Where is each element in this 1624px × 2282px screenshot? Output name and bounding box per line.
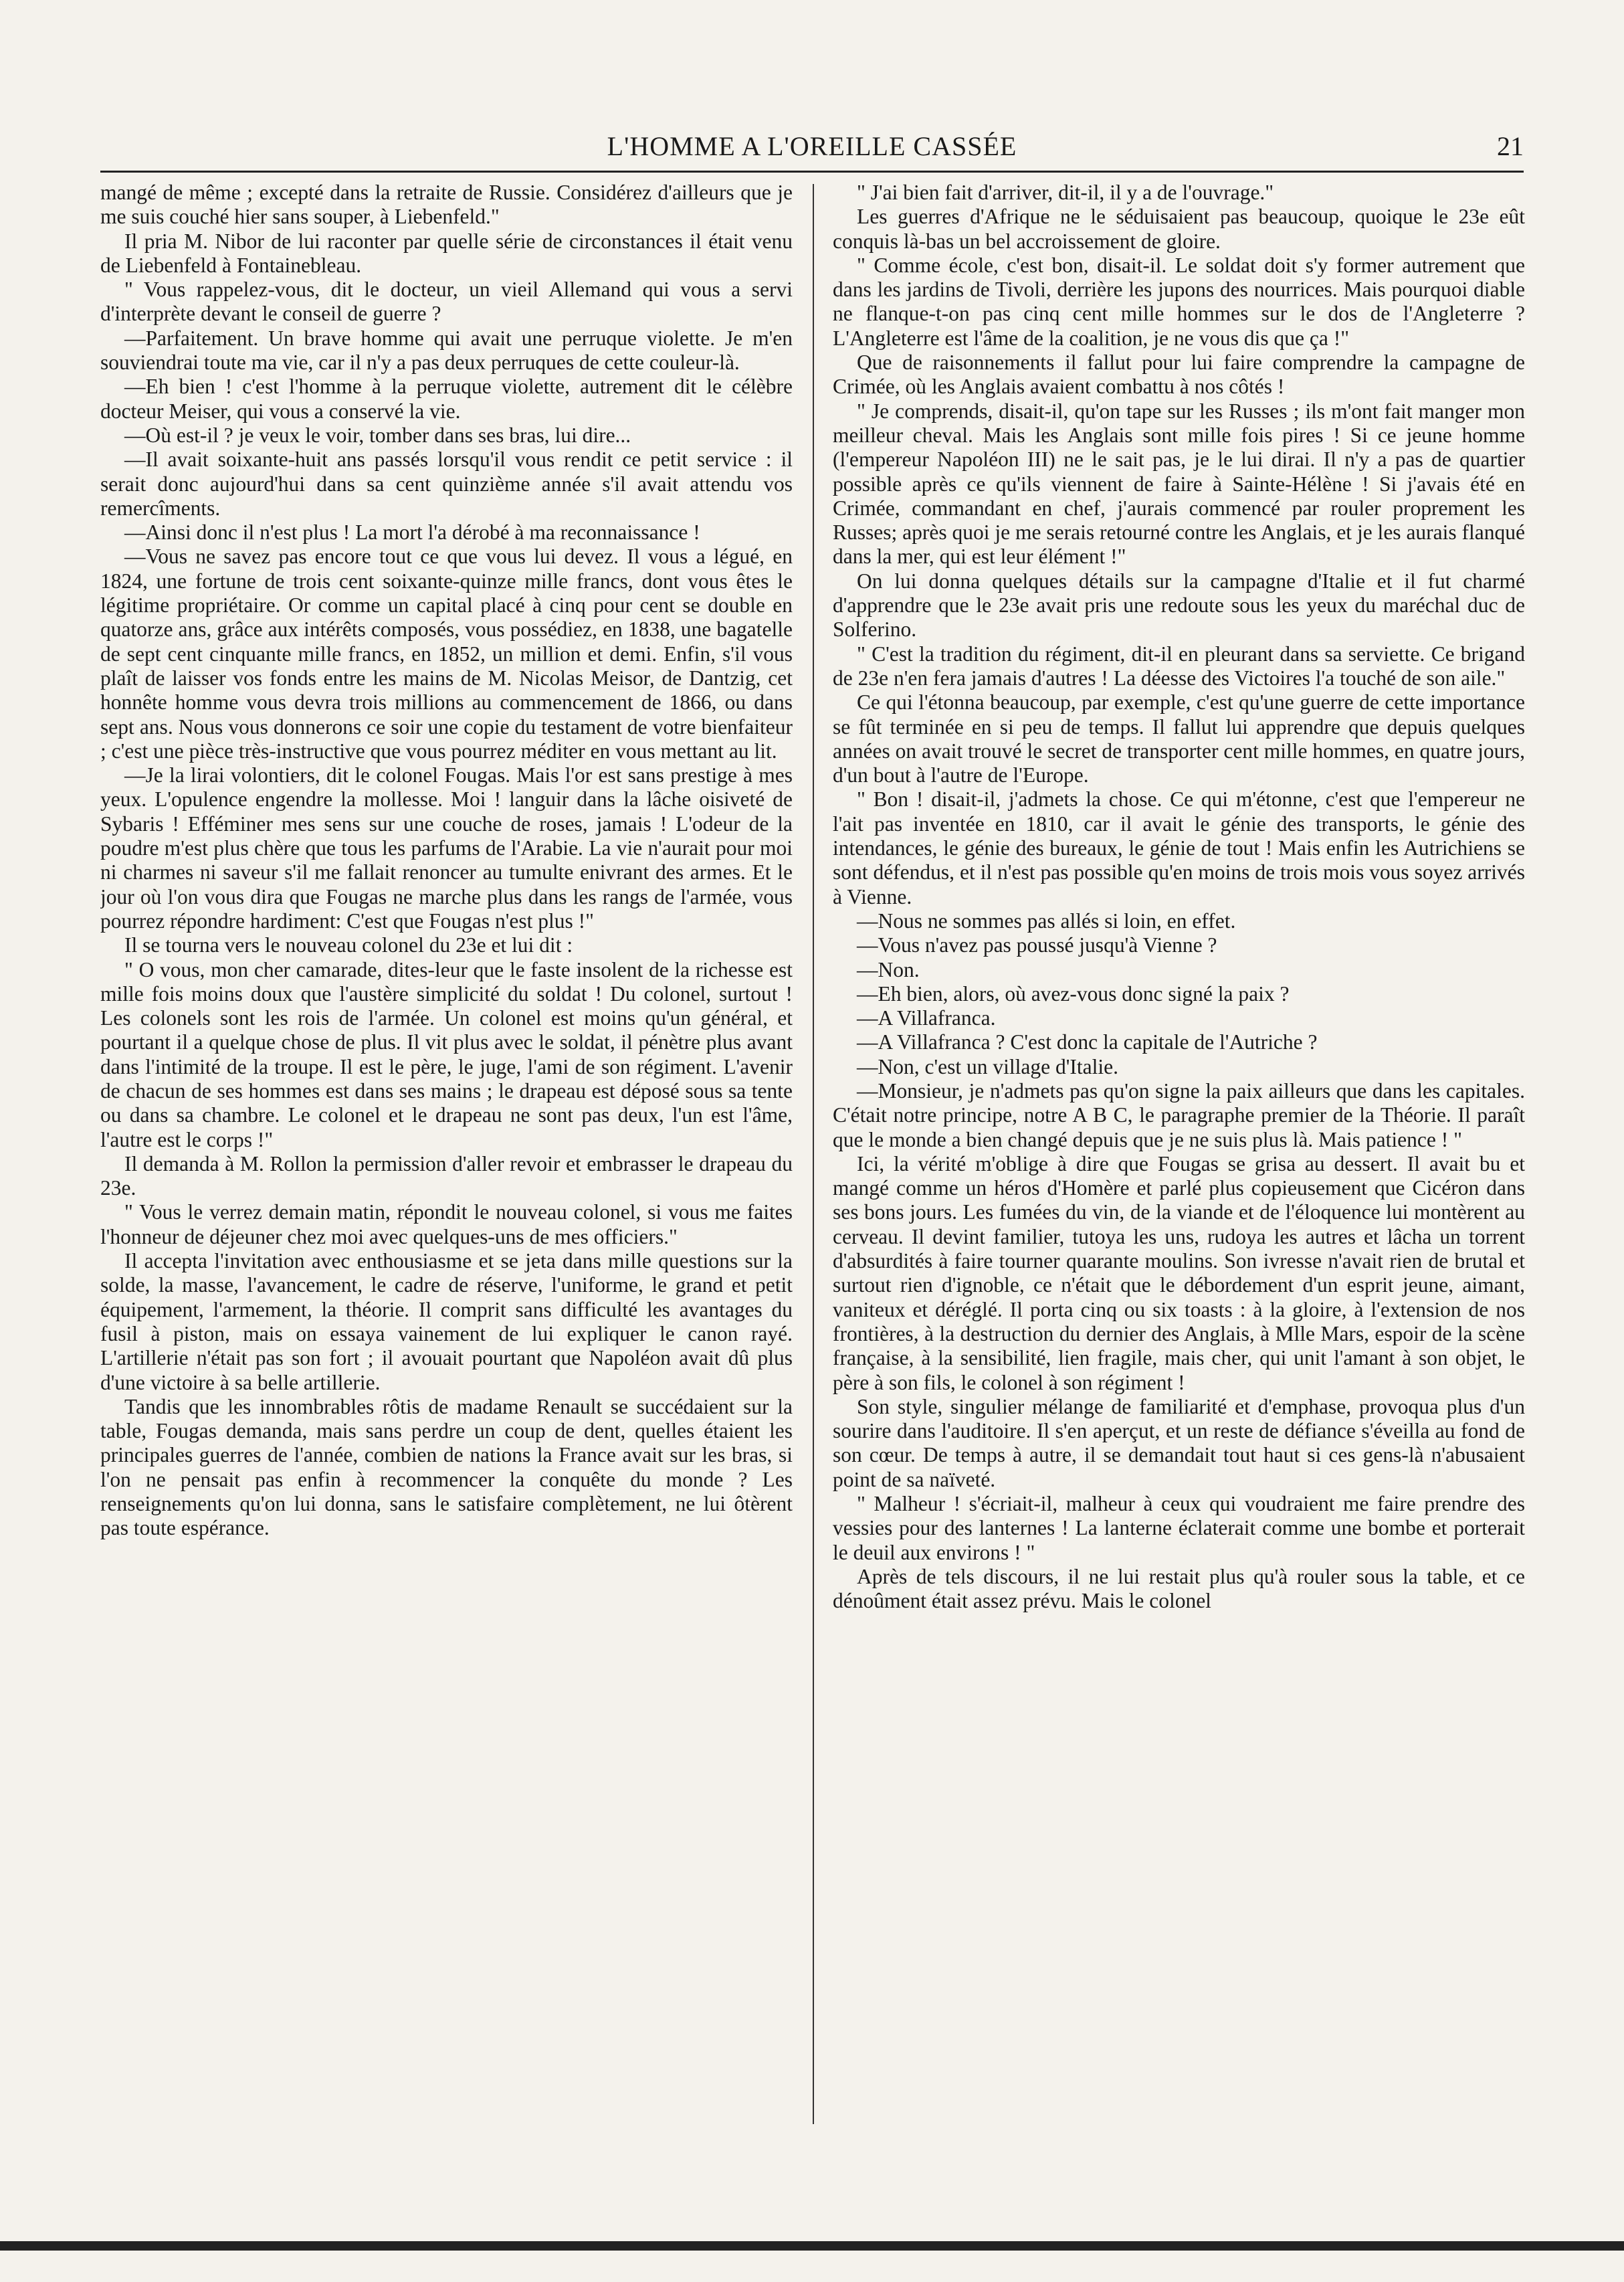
paragraph: Il se tourna vers le nouveau colonel du 23e et lui dit : [124,933,573,957]
paragraph: " Comme école, c'est bon, disait-il. Le soldat doit s'y former autrement que dans les jardins de Tivoli, derrière les jupons des nourrices. Mais pourquoi diable ne flanque-t-on pas cinq cent mille hommes sur le dos de l'Angleterre ? L'Angleterre est l'âme de la coalition, je ne vous dis que ça !" [833,253,1525,350]
paragraph: Les guerres d'Afrique ne le séduisaient pas beaucoup, quoique le 23e eût conquis là-bas un bel accroissement de gloire. [833,205,1525,253]
paragraph: Ce qui l'étonna beaucoup, par exemple, c'est qu'une guerre de cette importance se fût terminée en si peu de temps. Il fallut lui apprendre que depuis quelques années on avait trouvé le secret de transporter cent mille hommes, en quatre jours, d'un bout à l'autre de l'Europe. [833,690,1525,787]
paragraph: Son style, singulier mélange de familiarité et d'emphase, provoqua plus d'un sourire dans l'auditoire. Il s'en aperçut, et un reste de défiance s'éveilla au fond de son cœur. De temps à autre, il se demandait tout haut si ces gens-là n'abusaient point de sa naïveté. [833,1394,1525,1491]
left-column [100,181,793,2141]
paragraph: —Eh bien ! c'est l'homme à la perruque violette, autrement dit le célèbre docteur Meiser, qui vous a conservé la vie. [100,375,793,423]
paragraph: " Je comprends, disait-il, qu'on tape sur les Russes ; ils m'ont fait manger mon meilleur cheval. Mais les Anglais sont mille fois pires ! Si ce jeune homme (l'empereur Napoléon III) ne le sait pas, je le lui dirai. Il n'y a pas de quartier possible après ce qu'ils viennent de faire à Sainte-Hélène ! Si j'avais été en Crimée, commandant en chef, j'aurais commencé par rouler proprement les Russes; après quoi je me serais retourné contre les Anglais, et je les aurais flanqué dans la mer, qui est leur élément !" [833,399,1525,569]
paragraph: —Parfaitement. Un brave homme qui avait une perruque violette. Je m'en souviendrai toute ma vie, car il n'y a pas deux perruques de cette couleur-là. [100,326,793,375]
paragraph: Après de tels discours, il ne lui restait plus qu'à rouler sous la table, et ce dénoûment était assez prévu. Mais le colonel [833,1564,1525,1613]
paragraph: —Monsieur, je n'admets pas qu'on signe la paix ailleurs que dans les capitales. C'était notre principe, notre A B C, le paragraphe premier de la Théorie. Il paraît que le monde a bien changé depuis que je ne suis plus là. Mais patience ! " [833,1078,1525,1151]
paragraph: —Vous ne savez pas encore tout ce que vous lui devez. Il vous a légué, en 1824, une fortune de trois cent soixante-quinze mille francs, dont vous êtes le légitime propriétaire. Or comme un capital placé à cinq pour cent se double en quatorze ans, grâce aux intérêts composés, vous possédiez, en 1838, une bagatelle de sept cent cinquante mille francs, en 1852, un million et demi. Enfin, s'il vous plaît de laisser vos fonds entre les mains de M. Nicolas Meisor, de Dantzig, cet honnête homme vous devra trois millions au commencement de 1866, ou dans sept ans. Nous vous donnerons ce soir une copie du testament de votre bienfaiteur ; c'est une pièce très-instructive que vous pourrez méditer en vous mettant au lit. [100,545,793,763]
paragraph: " Vous le verrez demain matin, répondit le nouveau colonel, si vous me faites l'honneur de déjeuner chez moi avec quelques-uns de mes officiers." [100,1200,793,1248]
paragraph: Il accepta l'invitation avec enthousiasme et se jeta dans mille questions sur la solde, la masse, l'avancement, le cadre de réserve, l'uniforme, le grand et petit équipement, l'armement, la théorie. Il comprit sans difficulté les avantages du fusil à piston, mais on essaya vainement de lui expliquer le canon rayé. L'artillerie n'était pas son fort ; il avouait pourtant que Napoléon avait dû plus d'une victoire à sa belle artillerie. [100,1249,793,1394]
running-title: L'HOMME A L'OREILLE CASSÉE [607,131,1017,161]
paragraph: " O vous, mon cher camarade, dites-leur que le faste insolent de la richesse est mille fois moins doux que l'austère simplicité du soldat ! Du colonel, surtout ! Les colonels sont les rois de l'armée. Un colonel est moins qu'un général, et pourtant il a quelque chose de plus. Il vit plus avec le soldat, il pénètre plus avant dans l'intimité de la troupe. Il est le père, le juge, l'ami de son régiment. L'avenir de chacun de ses hommes est dans ses mains ; le drapeau est déposé sous sa tente ou dans sa chambre. Le colonel et le drapeau ne sont pas deux, l'un est l'âme, l'autre est le corps !" [100,957,793,1151]
paragraph: Ici, la vérité m'oblige à dire que Fougas se grisa au dessert. Il avait bu et mangé comme un héros d'Homère et parlé plus copieusement que Cicéron dans ses bons jours. Les fumées du vin, de la viande et de l'éloquence lui montèrent au cerveau. Il devint familier, tutoya les uns, rudoya les autres et lâcha un torrent d'absurdités à faire tourner quarante moulins. Son ivresse n'avait rien de brutal et surtout rien d'ignoble, ce n'était que le débordement d'un esprit jeune, aimant, vaniteux et déréglé. Il porta cinq ou six toasts : à la gloire, à l'extension de nos frontières, à la destruction du dernier des Anglais, à Mlle Mars, espoir de la scène française, à la sensibilité, lien fragile, mais cher, qui unit l'amant à son objet, le père à son fils, le colonel à son régiment ! [833,1151,1525,1394]
paragraph: " C'est la tradition du régiment, dit-il en pleurant dans sa serviette. Ce brigand de 23e n'en fera jamais d'autres ! La déesse des Victoires l'a touché de son aile." [833,642,1525,690]
paragraph: " Bon ! disait-il, j'admets la chose. Ce qui m'étonne, c'est que l'empereur ne l'ait pas inventée en 1810, car il avait le génie des transports, le génie des intendances, le génie des bureaux, le génie de tout ! Mais enfin les Autrichiens se sont défendus, et il n'est pas possible qu'en moins de trois mois vous soyez arrivés à Vienne. [833,787,1525,909]
paragraph: —A Villafranca. [857,1006,996,1030]
paragraph: Que de raisonnements il fallut pour lui faire comprendre la campagne de Crimée, où les Anglais avaient combattu à nos côtés ! [833,351,1525,399]
paragraph: —Où est-il ? je veux le voir, tomber dans ses bras, lui dire... [124,423,631,447]
paragraph: —Il avait soixante-huit ans passés lorsqu'il vous rendit ce petit service : il serait donc aujourd'hui dans sa cent quinzième année s'il avait attendu vos remercîments. [100,448,793,520]
paragraph: —Ainsi donc il n'est plus ! La mort l'a dérobé à ma reconnaissance ! [124,520,700,545]
bottom-rule [0,2241,1624,2251]
paragraph: —A Villafranca ? C'est donc la capitale de l'Autriche ? [857,1030,1318,1054]
page-number: 21 [1497,131,1524,161]
paragraph: —Vous n'avez pas poussé jusqu'à Vienne ? [857,933,1217,957]
paragraph: Il demanda à M. Rollon la permission d'aller revoir et embrasser le drapeau du 23e. [100,1151,793,1200]
paragraph: " Malheur ! s'écriait-il, malheur à ceux qui voudraient me faire prendre des vessies pour des lanternes ! La lanterne éclaterait comme une bombe et porterait le deuil aux environs ! " [833,1492,1525,1564]
paragraph: —Nous ne sommes pas allés si loin, en effet. [857,909,1236,933]
paragraph: Tandis que les innombrables rôtis de madame Renault se succédaient sur la table, Fougas demanda, mais sans perdre un coup de dent, quelles étaient les principales guerres de l'année, combien de nations la France avait sur les bras, si l'on ne pensait pas enfin à recommencer la conquête du monde ? Les renseignements qu'on lui donna, sans le satisfaire complètement, ne lui ôtèrent pas toute espérance. [100,1394,793,1540]
right-column [833,181,1525,2141]
running-header [100,130,1524,173]
paragraph: mangé de même ; excepté dans la retraite de Russie. Considérez d'ailleurs que je me suis couché hier sans souper, à Liebenfeld." [100,181,793,229]
paragraph: " Vous rappelez-vous, dit le docteur, un vieil Allemand qui vous a servi d'interprète devant le conseil de guerre ? [100,278,793,326]
column-divider [813,184,814,2124]
paragraph: " J'ai bien fait d'arriver, dit-il, il y a de l'ouvrage." [857,181,1274,204]
paragraph: On lui donna quelques détails sur la campagne d'Italie et il fut charmé d'apprendre que le 23e avait pris une redoute sous les yeux du maréchal duc de Solferino. [833,569,1525,642]
text-columns [100,181,1525,2141]
paragraph: —Je la lirai volontiers, dit le colonel Fougas. Mais l'or est sans prestige à mes yeux. L'opulence engendre la mollesse. Moi ! languir dans la lâche oisiveté de Sybaris ! Efféminer mes sens sur une couche de roses, jamais ! L'odeur de la poudre m'est plus chère que tous les parfums de l'Arabie. La vie n'aurait pour moi ni charmes ni saveur s'il me fallait renoncer au tumulte enivrant des armes. Et le jour où l'on vous dira que Fougas ne marche plus dans les rangs de l'armée, vous pourrez répondre hardiment: C'est que Fougas n'est plus !" [100,763,793,933]
paragraph: —Non. [857,957,920,981]
paragraph: Il pria M. Nibor de lui raconter par quelle série de circonstances il était venu de Liebenfeld à Fontainebleau. [100,229,793,277]
paragraph: —Eh bien, alors, où avez-vous donc signé la paix ? [857,981,1290,1006]
paragraph: —Non, c'est un village d'Italie. [857,1054,1118,1078]
